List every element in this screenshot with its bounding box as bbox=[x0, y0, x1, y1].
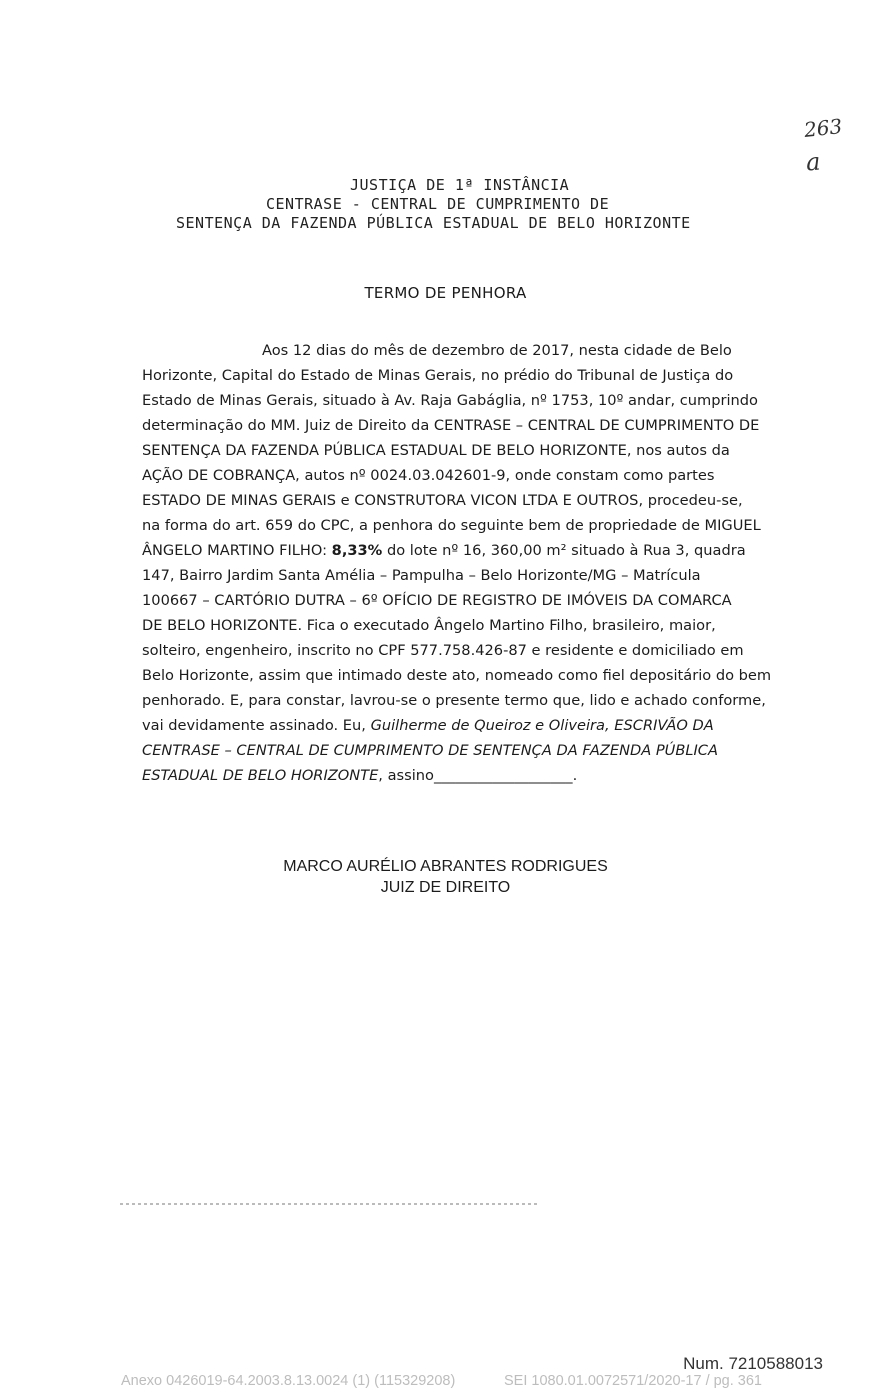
body-line-6: AÇÃO DE COBRANÇA, autos nº 0024.03.042601-9, onde constam como partes bbox=[142, 467, 715, 484]
body-line-9-c: do lote nº 16, 360,00 m² situado à Rua 3, quadra bbox=[382, 542, 746, 559]
body-line-9-a: ÂNGELO MARTINO FILHO: bbox=[142, 542, 332, 559]
footer-sei-page: SEI 1080.01.0072571/2020-17 / pg. 361 bbox=[504, 1373, 762, 1389]
body-line-9 bbox=[142, 542, 746, 559]
body-line-17 bbox=[142, 742, 718, 759]
body-line-7: ESTADO DE MINAS GERAIS e CONSTRUTORA VICON LTDA E OUTROS, procedeu-se, bbox=[142, 492, 743, 509]
body-line-9-percentage: 8,33% bbox=[331, 542, 383, 559]
document-number: Num. 7210588013 bbox=[683, 1354, 823, 1373]
handwritten-page-number: 263 bbox=[802, 114, 844, 142]
body-line-2: Horizonte, Capital do Estado de Minas Gerais, no prédio do Tribunal de Justiça do bbox=[142, 367, 734, 384]
handwritten-initial: a bbox=[805, 147, 822, 177]
judge-role: JUIZ DE DIREITO bbox=[380, 879, 511, 896]
body-line-8: na forma do art. 659 do CPC, a penhora do seguinte bem de propriedade de MIGUEL bbox=[142, 517, 761, 534]
signature-blank: , assino___________________. bbox=[378, 767, 578, 784]
body-line-16 bbox=[142, 717, 714, 734]
scan-divider bbox=[120, 1203, 540, 1205]
body-line-13: solteiro, engenheiro, inscrito no CPF 577.758.426-87 e residente e domiciliado em bbox=[142, 642, 744, 659]
header-line-1: JUSTIÇA DE 1ª INSTÂNCIA bbox=[350, 176, 570, 194]
body-line-4: determinação do MM. Juiz de Direito da CENTRASE – CENTRAL DE CUMPRIMENTO DE bbox=[142, 417, 760, 434]
judge-name: MARCO AURÉLIO ABRANTES RODRIGUES bbox=[283, 858, 608, 875]
body-line-17-italic: CENTRASE – CENTRAL DE CUMPRIMENTO DE SENTENÇA DA FAZENDA PÚBLICA bbox=[142, 742, 718, 759]
body-line-3: Estado de Minas Gerais, situado à Av. Raja Gabáglia, nº 1753, 10º andar, cumprindo bbox=[142, 392, 758, 409]
footer-anexo: Anexo 0426019-64.2003.8.13.0024 (1) (115329208) bbox=[121, 1373, 456, 1389]
document-title: TERMO DE PENHORA bbox=[364, 284, 527, 302]
body-line-10: 147, Bairro Jardim Santa Amélia – Pampulha – Belo Horizonte/MG – Matrícula bbox=[142, 567, 701, 584]
body-line-15: penhorado. E, para constar, lavrou-se o presente termo que, lido e achado conforme, bbox=[142, 692, 766, 709]
body-line-18 bbox=[142, 767, 577, 784]
body-line-14: Belo Horizonte, assim que intimado deste ato, nomeado como fiel depositário do bem bbox=[142, 667, 772, 684]
body-line-12: DE BELO HORIZONTE. Fica o executado Ângelo Martino Filho, brasileiro, maior, bbox=[142, 617, 716, 634]
clerk-name: Guilherme de Queiroz e Oliveira, ESCRIVÃO DA bbox=[370, 717, 714, 734]
body-line-11: 100667 – CARTÓRIO DUTRA – 6º OFÍCIO DE REGISTRO DE IMÓVEIS DA COMARCA bbox=[142, 592, 732, 609]
header-line-2: CENTRASE - CENTRAL DE CUMPRIMENTO DE bbox=[266, 195, 610, 213]
header-line-3: SENTENÇA DA FAZENDA PÚBLICA ESTADUAL DE BELO HORIZONTE bbox=[176, 214, 691, 232]
body-line-16-text: vai devidamente assinado. Eu, bbox=[142, 717, 366, 734]
body-line-1: Aos 12 dias do mês de dezembro de 2017, nesta cidade de Belo bbox=[262, 342, 732, 359]
body-line-18-italic: ESTADUAL DE BELO HORIZONTE bbox=[142, 767, 379, 784]
body-line-5: SENTENÇA DA FAZENDA PÚBLICA ESTADUAL DE BELO HORIZONTE, nos autos da bbox=[142, 442, 730, 459]
